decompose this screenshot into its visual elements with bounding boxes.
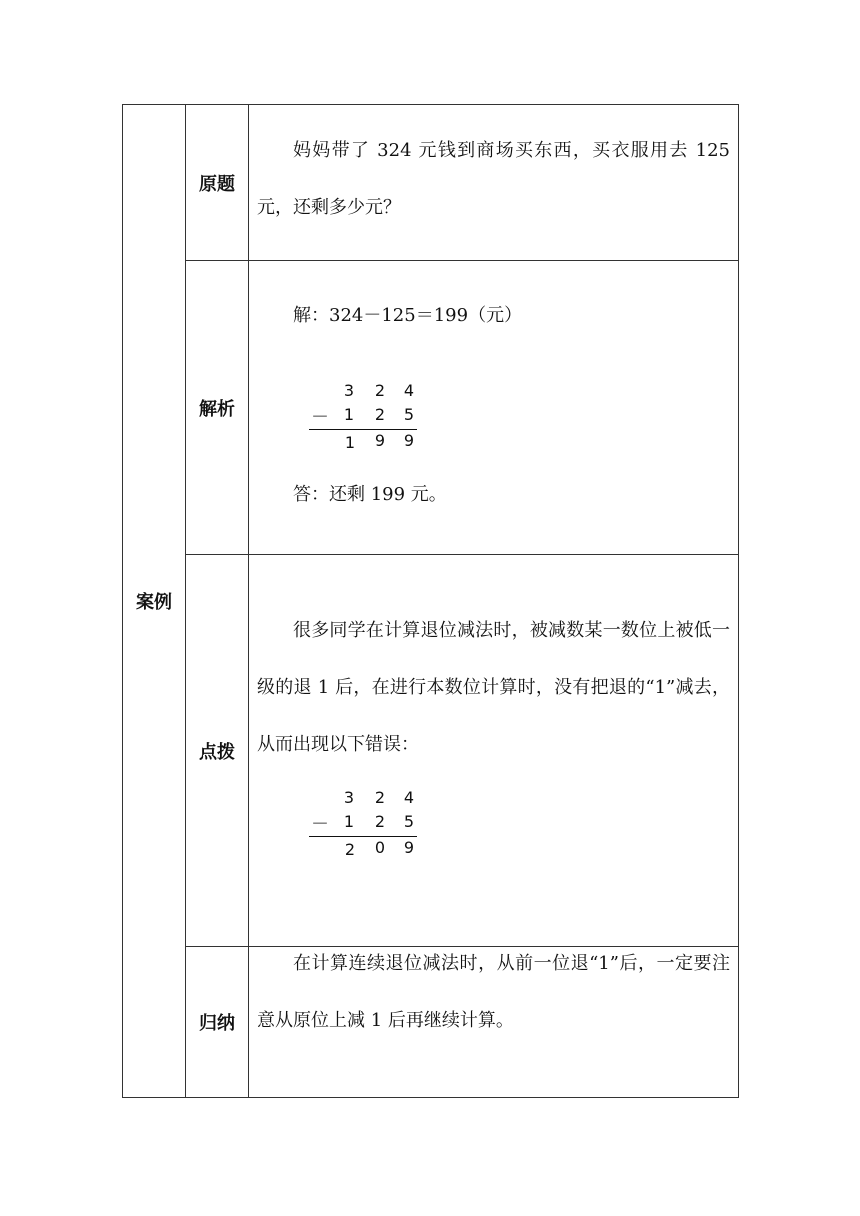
- tip-bottom-digit: 1: [343, 812, 355, 831]
- analysis-top-digit: 3: [343, 381, 355, 400]
- tip-result-digit: 0: [374, 838, 386, 857]
- analysis-bottom-digit: 1: [343, 405, 355, 424]
- problem-cell: [249, 105, 739, 261]
- summary-cell: [249, 947, 739, 1098]
- analysis-top-digit: 4: [403, 381, 415, 400]
- analysis-cell: [249, 261, 739, 555]
- tip-bottom-digit: 2: [374, 812, 386, 831]
- tip-text: 很多同学在计算退位减法时，被减数某一数位上被低一级的退 1 后，在进行本数位计算时，没有把退的“1”减去，从而出现以下错误：: [257, 620, 730, 755]
- tip-bottom-digit: 5: [403, 812, 415, 831]
- case-label: 案例: [123, 105, 186, 1098]
- analysis-equation: 解：324－125＝199（元）: [293, 305, 523, 326]
- analysis-minus-sign: －: [311, 407, 329, 428]
- problem-text: 妈妈带了 324 元钱到商场买东西，买衣服用去 125 元，还剩多少元？: [257, 139, 730, 218]
- analysis-top-digit: 2: [374, 381, 386, 400]
- analysis-bottom-digit: 5: [403, 405, 415, 424]
- case-table: [122, 104, 739, 1098]
- analysis-result-digit: 9: [374, 431, 386, 450]
- analysis-calc-line: [309, 429, 417, 430]
- tip-top-digit: 2: [374, 788, 386, 807]
- tip-result-digit: 2: [344, 840, 356, 859]
- tip-minus-sign: －: [311, 814, 329, 835]
- tip-result-digit: 9: [403, 838, 415, 857]
- tip-vertical-calc: [249, 788, 449, 868]
- analysis-result-digit: 1: [344, 433, 356, 452]
- problem-label: 原题: [186, 105, 249, 261]
- summary-text: 在计算连续退位减法时，从前一位退“1”后，一定要注意从原位上减 1 后再继续计算。: [257, 953, 730, 1031]
- tip-top-digit: 4: [403, 788, 415, 807]
- tip-calc-line: [309, 836, 417, 837]
- tip-label: 点拨: [186, 555, 249, 947]
- summary-label: 归纳: [186, 947, 249, 1098]
- analysis-vertical-calc: [249, 381, 449, 461]
- analysis-label: 解析: [186, 261, 249, 555]
- analysis-bottom-digit: 2: [374, 405, 386, 424]
- tip-top-digit: 3: [343, 788, 355, 807]
- analysis-result-digit: 9: [403, 431, 415, 450]
- tip-cell: [249, 555, 739, 947]
- analysis-answer: 答：还剩 199 元。: [293, 484, 447, 505]
